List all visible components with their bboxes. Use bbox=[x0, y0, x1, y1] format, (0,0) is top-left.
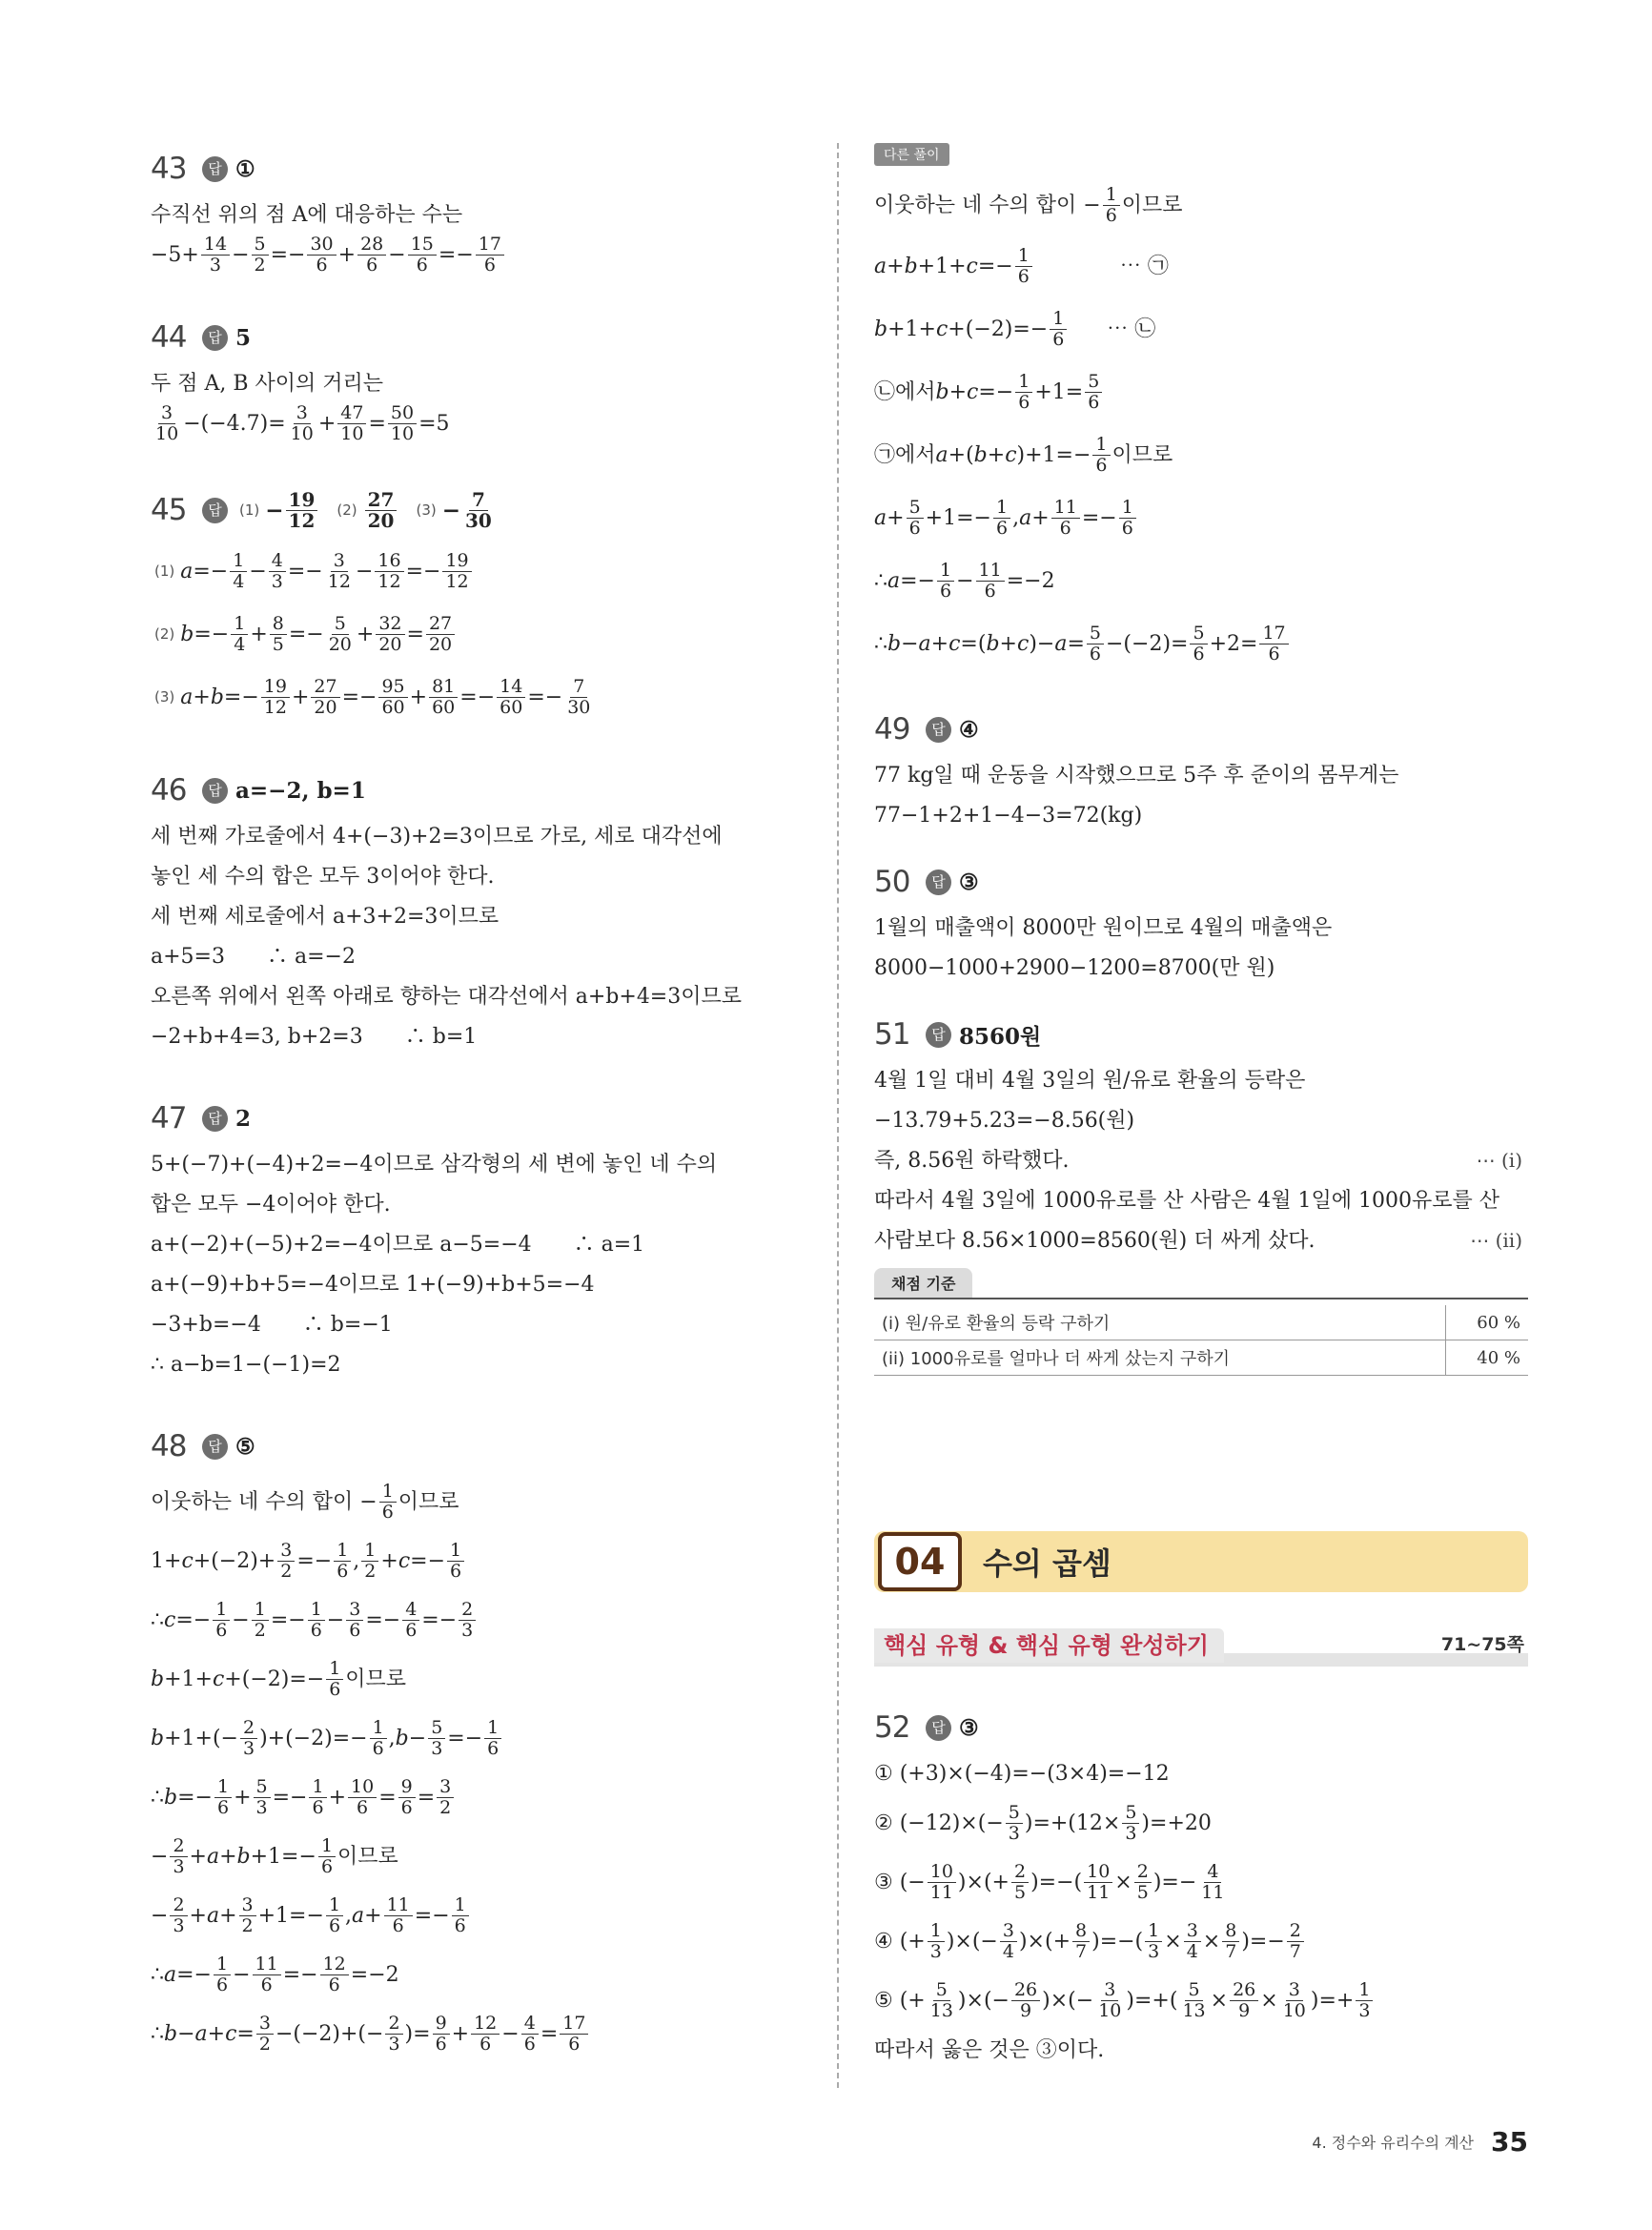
equation-line: − $\frac{2}{3}$ + a + b +1=− $\frac{1}{6}$ 이므로 bbox=[151, 1834, 398, 1877]
answer-badge: 답 bbox=[926, 869, 951, 895]
solution-line: 합은 모두 −4이어야 한다. bbox=[151, 1192, 391, 1217]
scoring-criteria bbox=[874, 1268, 1528, 1376]
equation-line: 1+ c +(−2)+ $\frac{3}{2}$ =− $\frac{1}{6}$ , $\frac{1}{2}$ + c =− $\frac{1}{6}$ bbox=[151, 1531, 808, 1590]
solution-line: a+(−2)+(−5)+2=−4이므로 a−5=−4 ∴ a=1 bbox=[151, 1232, 645, 1257]
section-subheader bbox=[874, 1628, 1528, 1667]
equation-line: ① (+3)×(−4)=−(3×4)=−12 bbox=[874, 1761, 1170, 1786]
solution-line: 수직선 위의 점 A에 대응하는 수는 bbox=[151, 202, 463, 227]
problem-44 bbox=[151, 312, 808, 444]
equation-line: (3) a + b =− $\frac{19}{12}$ + $\frac{27}{20}$ =− $\frac{95}{60}$ + $\frac{81}{60}$ =− $\frac{14}{60}$ =− $\frac{7}{30}$ bbox=[154, 675, 591, 718]
answer-badge: 답 bbox=[926, 1022, 951, 1048]
solution-line: a+(−9)+b+5=−4이므로 1+(−9)+b+5=−4 bbox=[151, 1272, 595, 1297]
equation-line: ② (−12)×(− $\frac{5}{3}$ )=+(12× $\frac{5}{3}$ )=+20 bbox=[874, 1801, 1212, 1844]
answer-badge: 답 bbox=[202, 1106, 228, 1132]
answer: ③ bbox=[959, 1714, 979, 1741]
alternative-solution: 다른 풀이 이웃하는 네 수의 합이 − $\frac{1}{6}$ 이므로 a + b +1+ c =− $\frac{1}{6}$ ⋯ ㉠ b +1+ c +(−2)=− $\frac{1}{6}$ ⋯ ㉡ ㉡에서 b + c =− $\frac{1}{6}$ +1= $\frac{5}{6}$ ㉠에서 a +( b + c )+1=− $\frac{1}{6}$ 이므로 a + $\frac{5}{6}$ +1=− $\frac{1}{6}$ , a + $\frac{11}{6}$ =− $\frac{1}{6}$ ∴ a =− $\frac{1}{6}$ − $\frac{11}{6}$ =−2 ∴ b − a + c =( b + c )− a = $\frac{5}{6}$ −(−2)= $\frac{5}{6}$ +2= $\frac{17}{6}$ bbox=[874, 143, 1528, 675]
solution-line: 사람보다 8.56×1000=8560(원) 더 싸게 샀다. ⋯ (ii) bbox=[874, 1228, 1522, 1253]
problem-number: 51 bbox=[874, 1017, 910, 1052]
problem-47 bbox=[151, 1093, 808, 1384]
equation-line: b +1+(− $\frac{2}{3}$ )+(−2)=− $\frac{1}{6}$ , b − $\frac{5}{3}$ =− $\frac{1}{6}$ bbox=[151, 1708, 808, 1768]
solution-line: 즉, 8.56원 하락했다. ⋯ (i) bbox=[874, 1148, 1522, 1173]
equation-line: ④ (+ $\frac{1}{3}$ )×(− $\frac{3}{4}$ )×(+ $\frac{8}{7}$ )=−( $\frac{1}{3}$ × $\frac{3}{4}$ × $\frac{8}{7}$ )=− $\frac{2}{7}$ bbox=[874, 1912, 1528, 1971]
answer: a=−2, b=1 bbox=[235, 777, 366, 804]
page-number: 35 bbox=[1491, 2126, 1528, 2158]
other-solution-tag: 다른 풀이 bbox=[874, 143, 949, 166]
answer-badge: 답 bbox=[202, 498, 228, 523]
footer-section-title: 4. 정수와 유리수의 계산 bbox=[1312, 2134, 1475, 2152]
table-row: (i) 원/유로 환율의 등락 구하기 60 % bbox=[874, 1305, 1528, 1340]
equation-line: ∴ b − a + c = $\frac{3}{2}$ −(−2)+(− $\frac{2}{3}$ )= $\frac{9}{6}$ + $\frac{12}{6}$ − $\frac{4}{6}$ = $\frac{17}{6}$ bbox=[151, 2004, 808, 2063]
equation-line: ⑤ (+ $\frac{5}{13}$ )×(− $\frac{26}{9}$ )×(− $\frac{3}{10}$ )=+( $\frac{5}{13}$ × $\frac{26}{9}$ × $\frac{3}{10}$ )=+ $\frac{1}{3}$ bbox=[874, 1971, 1528, 2030]
equation-line: ③ (− $\frac{10}{11}$ )×(+ $\frac{2}{5}$ )=−( $\frac{10}{11}$ × $\frac{2}{5}$ )=− $\frac{4}{11}$ bbox=[874, 1860, 1225, 1903]
problem-43 bbox=[151, 143, 808, 276]
answer-badge: 답 bbox=[926, 717, 951, 743]
answer: ④ bbox=[959, 716, 979, 743]
problem-49 bbox=[874, 704, 1528, 835]
answer: ③ bbox=[959, 869, 979, 895]
problem-52 bbox=[874, 1702, 1528, 2070]
answer-badge: 답 bbox=[926, 1715, 951, 1741]
page-footer bbox=[1312, 2126, 1528, 2158]
problem-number: 44 bbox=[151, 320, 187, 355]
problem-51 bbox=[874, 1009, 1528, 1376]
solution-line: 8000−1000+2900−1200=8700(만 원) bbox=[874, 955, 1275, 980]
answer: ⑤ bbox=[235, 1433, 255, 1460]
conclusion-line: 따라서 옳은 것은 ③이다. bbox=[874, 2037, 1105, 2062]
solution-line: 오른쪽 위에서 왼쪽 아래로 향하는 대각선에서 a+b+4=3이므로 bbox=[151, 984, 742, 1009]
problem-number: 48 bbox=[151, 1429, 187, 1463]
section-label: 핵심 유형 & 핵심 유형 완성하기 bbox=[874, 1628, 1224, 1663]
column-divider bbox=[837, 143, 839, 2088]
solution-line: 놓인 세 수의 합은 모두 3이어야 한다. bbox=[151, 864, 495, 889]
equation-line: ∴ b =− $\frac{1}{6}$ + $\frac{5}{3}$ =− $\frac{1}{6}$ + $\frac{10}{6}$ = $\frac{9}{6}$ = $\frac{3}{2}$ bbox=[151, 1768, 808, 1827]
page-range: 71~75쪽 bbox=[1440, 1634, 1524, 1655]
table-row: (ii) 1000유로를 얼마나 더 싸게 샀는지 구하기 40 % bbox=[874, 1340, 1528, 1376]
solution-line: 1월의 매출액이 8000만 원이므로 4월의 매출액은 bbox=[874, 915, 1333, 940]
equation-line: ∴ a =− $\frac{1}{6}$ − $\frac{11}{6}$ =− $\frac{12}{6}$ =−2 bbox=[151, 1953, 399, 1995]
solution-line: 77−1+2+1−4−3=72(kg) bbox=[874, 803, 1143, 828]
problem-number: 46 bbox=[151, 773, 187, 808]
chapter-header bbox=[874, 1531, 1528, 1592]
solution-line: −13.79+5.23=−8.56(원) bbox=[874, 1108, 1135, 1133]
scoring-table bbox=[874, 1305, 1528, 1376]
left-column bbox=[151, 143, 808, 2099]
solution-line: −3+b=−4 ∴ b=−1 bbox=[151, 1312, 393, 1337]
answer: 8560원 bbox=[959, 1023, 1042, 1050]
answer-badge: 답 bbox=[202, 1434, 228, 1460]
solution-line: 두 점 A, B 사이의 거리는 bbox=[151, 371, 384, 396]
scoring-title: 채점 기준 bbox=[874, 1268, 972, 1298]
answer-badge: 답 bbox=[202, 156, 228, 182]
right-column bbox=[874, 143, 1528, 1412]
answer: 5 bbox=[235, 324, 252, 351]
equation-line: −5+ $\frac{14}{3}$ − $\frac{5}{2}$ =− $\frac{30}{6}$ + $\frac{28}{6}$ − $\frac{15}{6}$ =− $\frac{17}{6}$ bbox=[151, 235, 808, 276]
problem-number: 52 bbox=[874, 1710, 910, 1745]
equation-line: ∴ c =− $\frac{1}{6}$ − $\frac{1}{2}$ =− $\frac{1}{6}$ − $\frac{3}{6}$ =− $\frac{4}{6}$ =− $\frac{2}{3}$ bbox=[151, 1590, 808, 1649]
solution-line: 77 kg일 때 운동을 시작했으므로 5주 후 준이의 몸무게는 bbox=[874, 763, 1399, 788]
solution-line: 따라서 4월 3일에 1000유로를 산 사람은 4월 1일에 1000유로를 산 bbox=[874, 1188, 1499, 1213]
equation-line: (2) b =− $\frac{1}{4}$ + $\frac{8}{5}$ =− $\frac{5}{20}$ + $\frac{32}{20}$ = $\frac{27}{20}$ bbox=[151, 603, 808, 665]
problem-46 bbox=[151, 765, 808, 1056]
solution-line: 세 번째 세로줄에서 a+3+2=3이므로 bbox=[151, 904, 500, 929]
answer-badge: 답 bbox=[202, 325, 228, 351]
problem-50 bbox=[874, 856, 1528, 988]
solution-line: 4월 1일 대비 4월 3일의 원/유로 환율의 등락은 bbox=[874, 1068, 1306, 1093]
equation-line: − $\frac{2}{3}$ + a + $\frac{3}{2}$ +1=− $\frac{1}{6}$ , a + $\frac{11}{6}$ =− $\frac{1}{6}$ bbox=[151, 1886, 808, 1945]
problem-number: 47 bbox=[151, 1101, 187, 1135]
solution-line: 5+(−7)+(−4)+2=−4이므로 삼각형의 세 변에 놓인 네 수의 bbox=[151, 1152, 718, 1176]
chapter-number: 04 bbox=[878, 1532, 962, 1591]
answer: ① bbox=[235, 155, 255, 182]
answer-badge: 답 bbox=[202, 778, 228, 804]
answer: 2 bbox=[235, 1105, 252, 1132]
equation-line: b +1+ c +(−2)=− $\frac{1}{6}$ 이므로 bbox=[151, 1657, 407, 1700]
problem-number: 43 bbox=[151, 152, 187, 186]
problem-number: 50 bbox=[874, 865, 910, 899]
solution-line: −2+b+4=3, b+2=3 ∴ b=1 bbox=[151, 1024, 478, 1049]
problem-48 bbox=[151, 1421, 808, 2063]
equation-line: (1) a =− $\frac{1}{4}$ − $\frac{4}{3}$ =− $\frac{3}{12}$ − $\frac{16}{12}$ =− $\frac{19}{12}$ bbox=[151, 540, 808, 603]
solution-line: 세 번째 가로줄에서 4+(−3)+2=3이므로 가로, 세로 대각선에 bbox=[151, 824, 723, 849]
chapter-title: 수의 곱셈 bbox=[983, 1545, 1112, 1582]
problem-45: 45 답 (1) − $\frac{19}{12}$ (2) $\frac{27}{20}$ (3) − $\frac{7}{30}$ (1) a =− $\frac{1}{4}$ − $\frac{4}{3}$ =− $\frac{3}{12}$ − $\frac{16}{12}$ =− $\frac{19}{12}$ (2) b =− $\frac{1}{4}$ + $\frac{8}{5}$ =− $\frac{5}{20}$ + $\frac{32}{20}$ = $\frac{27}{20}$ (3) a + b =− $\frac{19}{12}$ + $\frac{27}{20}$ =− $\frac{95}{60}$ + $\frac{81}{60}$ =− $\frac{14}{60}$ =− $\frac{7}{30}$ bbox=[151, 481, 808, 728]
solution-line: a+5=3 ∴ a=−2 bbox=[151, 944, 356, 969]
equation-line: $\frac{3}{10}$ −(−4.7)= $\frac{3}{10}$ + $\frac{47}{10}$ = $\frac{50}{10}$ =5 bbox=[155, 402, 450, 444]
problem-number: 45 bbox=[151, 493, 187, 527]
solution-line: ∴ a−b=1−(−1)=2 bbox=[151, 1352, 341, 1377]
problem-number: 49 bbox=[874, 712, 910, 747]
solution-line: 이웃하는 네 수의 합이 − $\frac{1}{6}$ 이므로 bbox=[151, 1480, 459, 1523]
